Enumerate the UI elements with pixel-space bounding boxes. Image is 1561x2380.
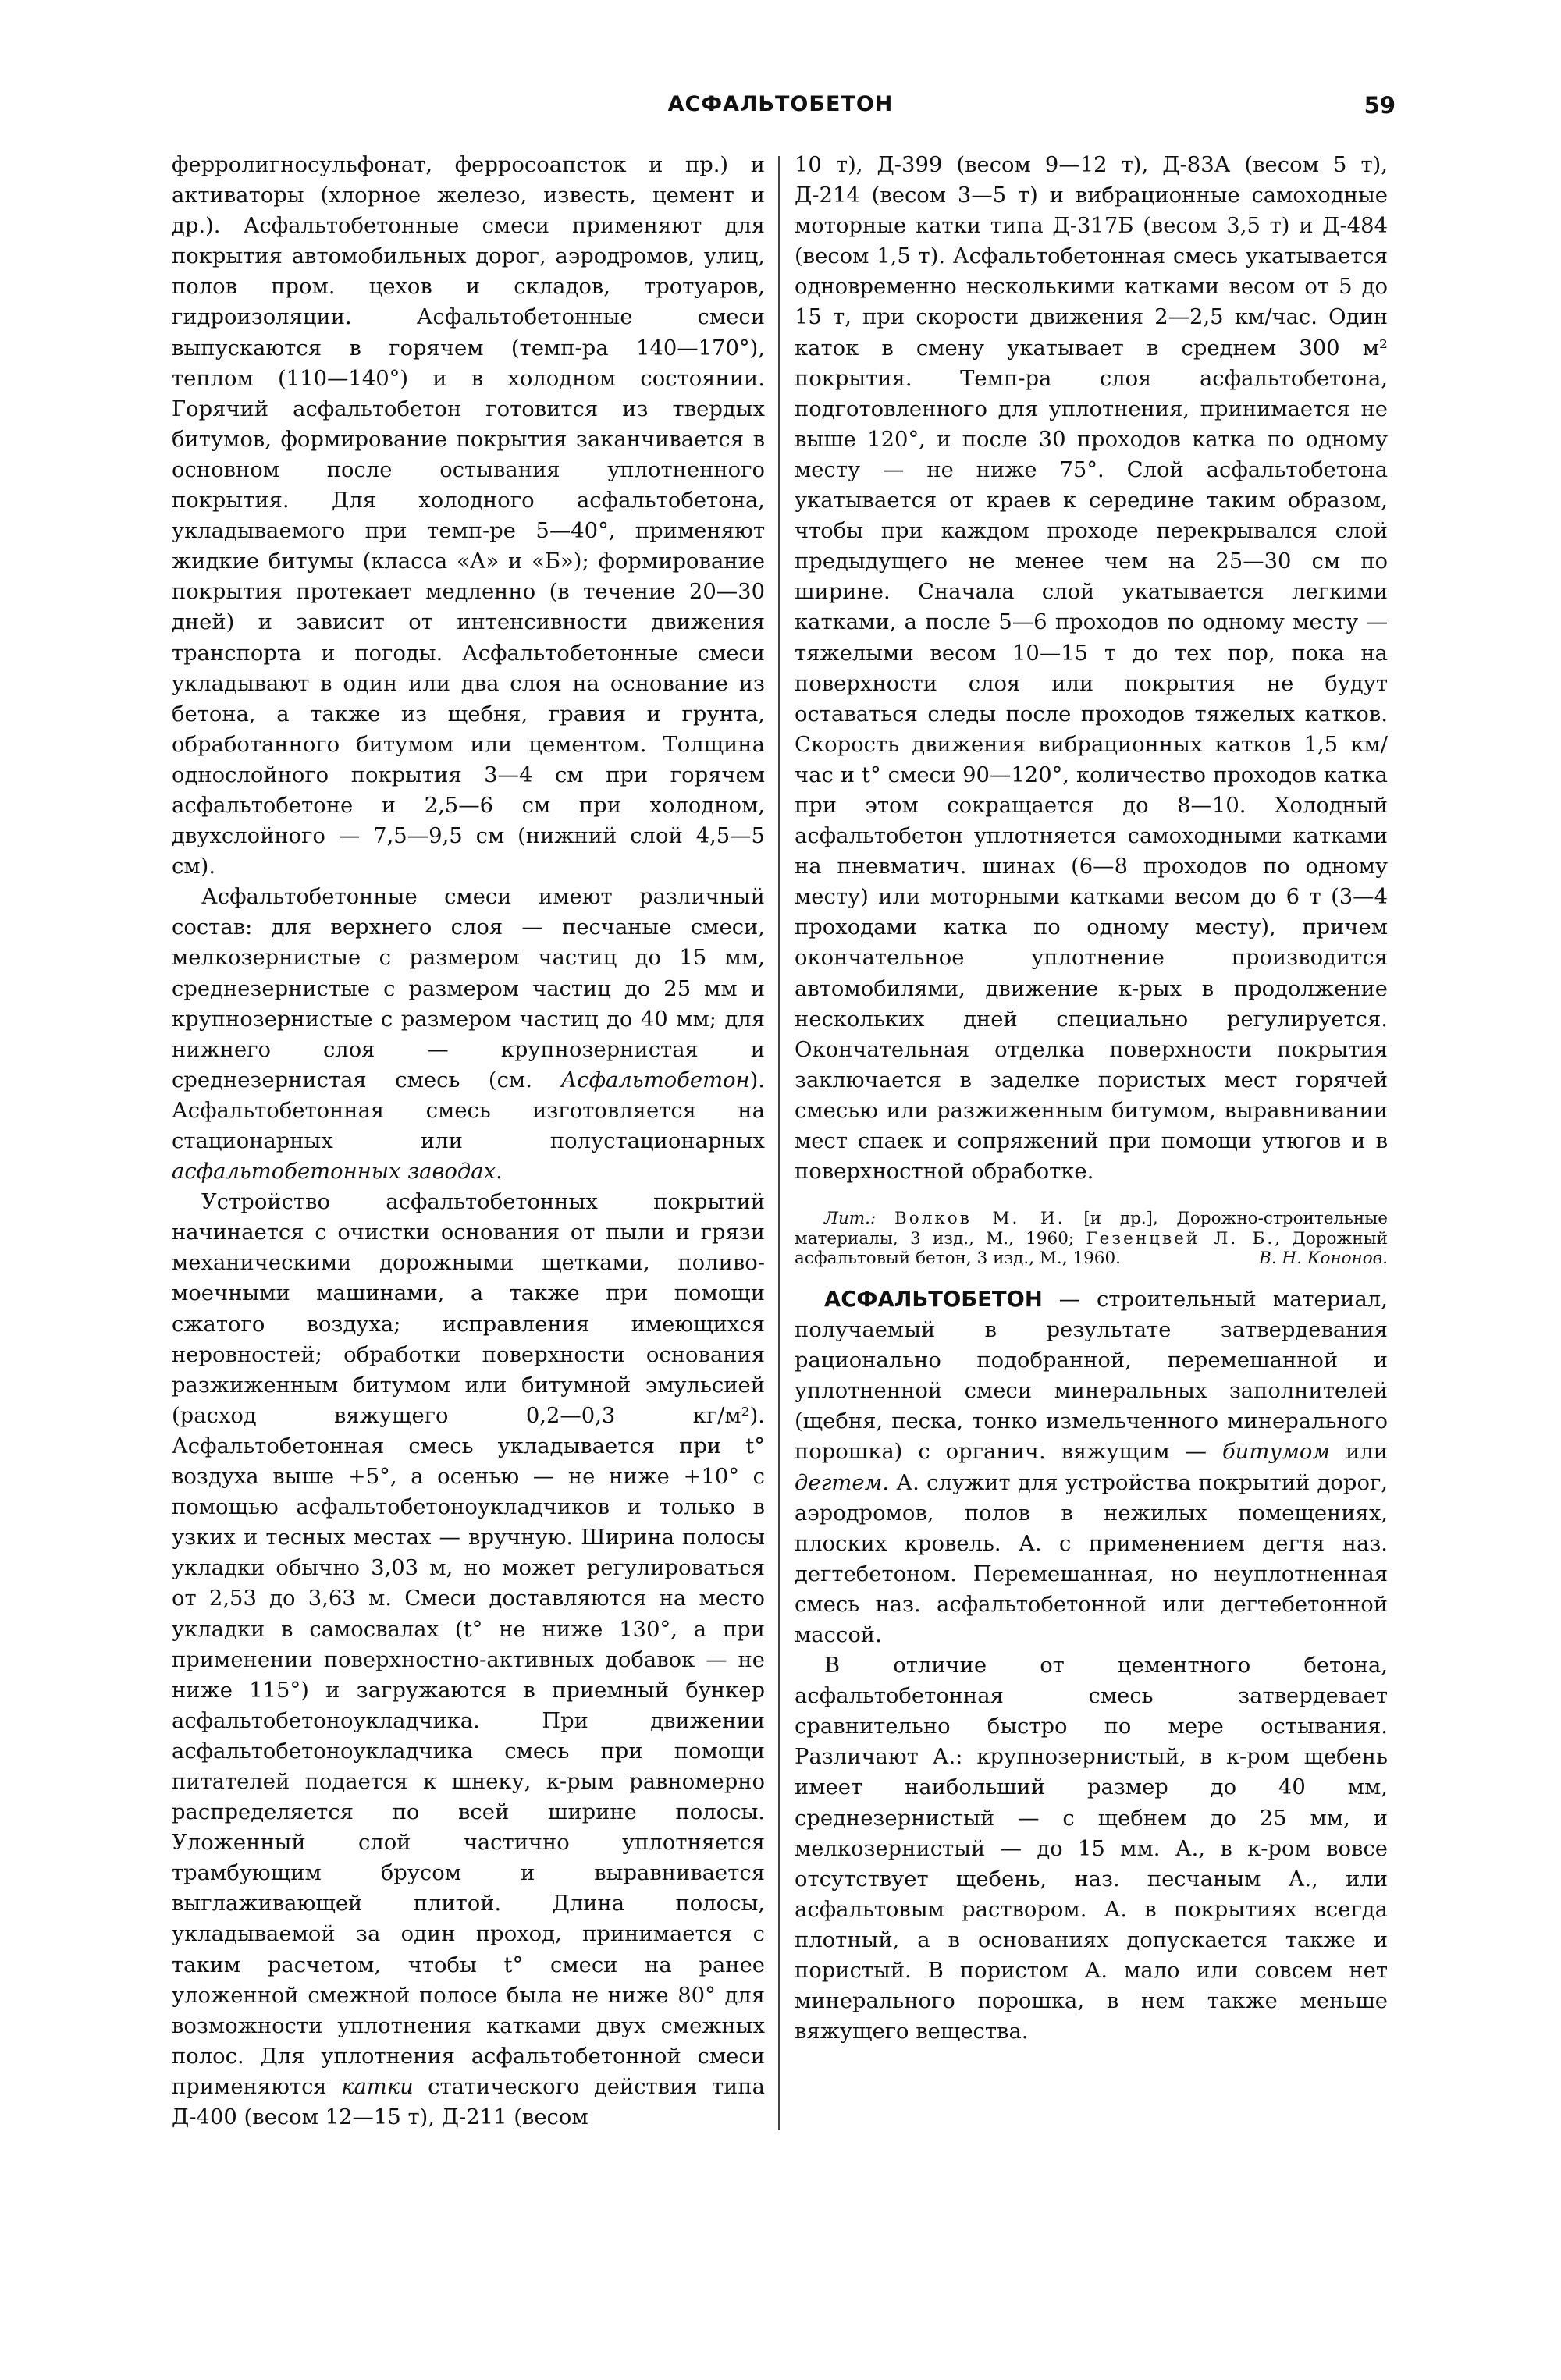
literature-text-a: [и др.], Дорожно-строительные материалы, 3 изд., М., 1960; xyxy=(795,1209,1388,1249)
paragraph-2-text-c: . xyxy=(496,1160,503,1185)
paragraph-3-text-b: статического действия типа Д-400 (весом 12—15 т), Д-211 (весом xyxy=(172,2074,765,2130)
entry-asphalt-concrete xyxy=(795,1284,1388,1650)
literature-author-2: Гезенцвей Л. Б. xyxy=(1086,1228,1275,1249)
literature-author-1: Волков М. И. xyxy=(894,1209,1065,1229)
column-divider xyxy=(778,156,780,2130)
running-title: АСФАЛЬТОБЕТОН xyxy=(667,92,894,116)
paragraph-1: ферролигносульфонат, ферросоапсток и пр.) и активаторы (хлорное железо, известь, цемент и др.). Асфальтобетонные смеси применяют для покрытия автомобильных дорог, аэродромов, улиц, полов пром. цехов и складов, тротуаров, гидроизоляции. Асфальтобетонные смеси выпускаются в горячем (темп-ра 140—170°), теплом (110—140°) и в холодном состоянии. Горячий асфальтобетон готовится из твердых битумов, формирование покрытия заканчивается в основном после остывания уплотненного покрытия. Для холодного асфальтобетона, укладываемого при темп-ре 5—40°, применяют жидкие битумы (класса «А» и «Б»); формирование покрытия протекает медленно (в течение 20—30 дней) и зависит от интенсивности движения транспорта и погоды. Асфальтобетонные смеси укладывают в один или два слоя на основание из бетона, а также из щебня, гравия и грунта, обработанного битумом или цементом. Толщина однослойного покрытия 3—4 см при горячем асфальтобетоне и 2,5—6 см при холодном, двухслойного — 7,5—9,5 см (нижний слой 4,5—5 см). xyxy=(172,153,765,879)
paragraph-3-text-a: Устройство асфальтобетонных покрытий начинается с очистки основания от пыли и грязи механическими дорожными щетками, поливо-моечными машинами, а также при помощи сжатого воздуха; исправления имеющихся неровностей; обработки поверхности основания разжиженным битумом или битумной эмульсией (расход вяжущего 0,2—0,3 кг/м²). Асфальтобетонная смесь укладывается при t° воздуха выше +5°, а осенью — не ниже +10° с помощью асфальтобетоноукладчиков и только в узких и тесных местах — вручную. Ширина полосы укладки обычно 3,03 м, но может регулироваться от 2,53 до 3,63 м. Смеси доставляются на место укладки в самосвалах (t° не ниже 130°, а при применении поверхностно-активных добавок — не ниже 115°) и загружаются в приемный бункер асфальтобетоноукладчика. При движении асфальтобетоноукладчика смесь при помощи питателей подается к шнеку, к-рым равномерно распределяется по всей ширине полосы. Уложенный слой частично уплотняется трамбующим брусом и выравнивается выглаживающей плитой. Длина полосы, укладываемой за один проход, принимается с таким расчетом, чтобы t° смеси на ранее уложенной смежной полосе была не ниже 80° для возможности уплотнения катками двух смежных полос. Для уплотнения асфальтобетонной смеси применяются xyxy=(172,1190,765,2099)
cross-reference-bitumen: битумом xyxy=(1221,1440,1331,1465)
literature-text-b: , Дорожный асфальтовый бетон, 3 изд., М., 1960. xyxy=(795,1228,1388,1269)
entry-text-b: . А. служит для устройства покрытий дорог, аэродромов, полов в нежилых помещениях, плоских кровель. А. с применением дегтя наз. дегтебетоном. Перемешанная, но неуплотненная смесь наз. асфальтобетонной или дегтебетонной массой. xyxy=(795,1470,1388,1647)
cross-reference-asphalt-concrete: Асфальтобетон xyxy=(560,1067,750,1092)
cross-reference-tar: дегтем xyxy=(795,1470,883,1495)
paragraph-2-text-b: ). Асфальтобетонная смесь изготовляется на стационарных или полустационарных xyxy=(172,1067,765,1153)
paragraph-continued: 10 т), Д-399 (весом 9—12 т), Д-83А (весом 5 т), Д-214 (весом 3—5 т) и вибрационные самоходные моторные катки типа Д-317Б (весом 3,5 т) и Д-484 (весом 1,5 т). Асфальтобетонная смесь укатывается одновременно несколькими катками весом от 5 до 15 т, при скорости движения 2—2,5 км/час. Один каток в смену укатывает в среднем 300 м² покрытия. Темп-ра слоя асфальтобетона, подготовленного для уплотнения, принимается не выше 120°, и после 30 проходов катка по одному месту — не ниже 75°. Слой асфальтобетона укатывается от краев к середине таким образом, чтобы при каждом проходе перекрывался слой предыдущего не менее чем на 25—30 см по ширине. Сначала слой укатывается легкими катками, а после 5—6 проходов по одному месту — тяжелыми весом 10—15 т до тех пор, пока на поверхности слоя или покрытия не будут оставаться следы после проходов тяжелых катков. Скорость движения вибрационных катков 1,5 км/час и t° смеси 90—120°, количество проходов катка при этом сокращается до 8—10. Холодный асфальтобетон уплотняется самоходными катками на пневматич. шинах (6—8 проходов по одному месту) или моторными катками весом до 6 т (3—4 проходами катка по одному месту), причем окончательное уплотнение производится автомобилями, движение к-рых в продолжение нескольких дней специально регулируется. Окончательная отделка поверхности покрытия заключается в заделке пористых мест горячей смесью или разжиженным битумом, выравнивании мест спаек и сопряжений при помощи утюгов и в поверхностной обработке. xyxy=(795,153,1388,1185)
article-author-signature: В. Н. Кононов. xyxy=(1258,1249,1388,1269)
paragraph-difference: В отличие от цементного бетона, асфальтобетонная смесь затвердевает сравнительно быстро по мере остывания. Различают А.: крупнозернистый, в к-ром щебень имеет наибольший размер до 40 мм, среднезернистый — с щебнем до 25 мм, и мелкозернистый — до 15 мм. А., в к-ром вовсе отсутствует щебень, наз. песчаным А., или асфальтовым раствором. А. в покрытиях всегда плотный, а в основаниях допускается также и пористый. В пористом А. мало или совсем нет минерального порошка, в нем также меньше вяжущего вещества. xyxy=(795,1654,1388,2044)
entry-text-or: или xyxy=(1346,1440,1388,1465)
paragraph-3 xyxy=(172,1187,765,2133)
cross-reference-asphalt-plants: асфальтобетонных заводах xyxy=(172,1160,496,1185)
right-column xyxy=(795,150,1388,2350)
literature-label: Лит.: xyxy=(824,1209,877,1229)
entry-headword: АСФАЛЬТОБЕТОН xyxy=(824,1287,1043,1312)
page-number: 59 xyxy=(1364,92,1396,119)
left-column xyxy=(172,150,765,2350)
cross-reference-rollers: катки xyxy=(341,2074,414,2099)
paragraph-2-text-a: Асфальтобетонные смеси имеют различный состав: для верхнего слоя — песчаные смеси, мелкозернистые с размером частиц до 15 мм, среднезернистые с размером частиц до 25 мм и крупнозернистые с размером частиц до 40 мм; для нижнего слоя — крупнозернистая и среднезернистая смесь (см. xyxy=(172,885,765,1092)
entry-text-a: — строительный материал, получаемый в результате затвердевания рационально подобранной, перемешанной и уплотненной смеси минеральных заполнителей (щебня, песка, тонко измельченного минерального порошка) с органич. вяжущим — xyxy=(795,1287,1388,1465)
page-header xyxy=(0,92,1561,139)
literature-block xyxy=(795,1209,1388,1269)
paragraph-2 xyxy=(172,882,765,1187)
